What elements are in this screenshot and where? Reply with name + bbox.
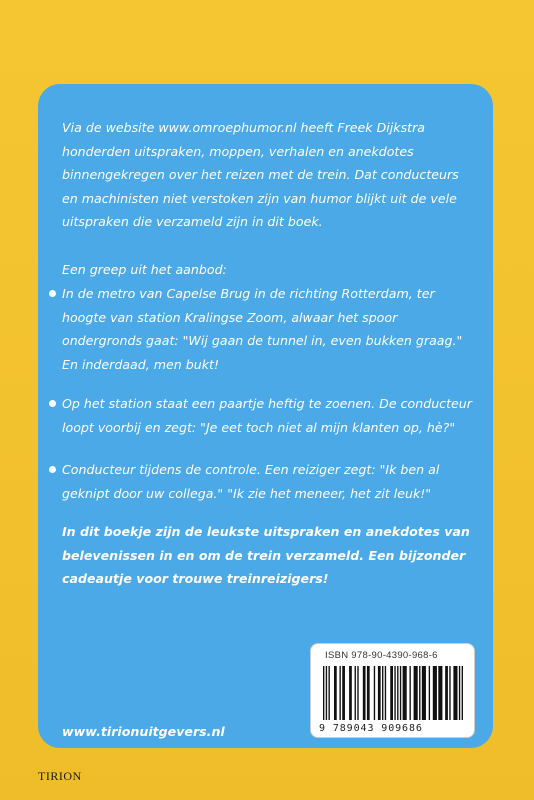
barcode-bar bbox=[414, 666, 418, 720]
barcode-bar bbox=[394, 666, 395, 720]
barcode-label bbox=[310, 643, 475, 738]
barcode-bar bbox=[363, 666, 366, 720]
barcode-bar bbox=[355, 666, 356, 720]
barcode-bar bbox=[385, 666, 386, 720]
barcode-bar bbox=[445, 666, 448, 720]
barcode-bar bbox=[390, 666, 393, 720]
quote-item: Conducteur tijdens de controle. Een reiziger zegt: "Ik ben al geknipt door uw collega." "Ik zie het meneer, het zit leuk!" bbox=[62, 462, 440, 501]
barcode-bar bbox=[409, 666, 410, 720]
barcode-bar bbox=[429, 666, 430, 720]
barcode-bar bbox=[422, 666, 426, 720]
bullet-icon bbox=[49, 290, 56, 297]
barcode-bar bbox=[339, 666, 340, 720]
barcode-bar bbox=[334, 666, 337, 720]
publisher-website: www.tirionuitgevers.nl bbox=[62, 724, 225, 739]
isbn-number: ISBN 978-90-4390-968-6 bbox=[325, 650, 438, 661]
barcode-bar bbox=[326, 666, 327, 720]
quote-item: In de metro van Capelse Brug in de richting Rotterdam, ter hoogte van station Kralingse Zoom, alwaar het spoor ondergronds gaat: "Wij gaan de tunnel in, even bukken graag." En inderdaad, men bukt! bbox=[62, 286, 463, 372]
barcode-bar bbox=[367, 666, 370, 720]
publisher-name: TIRION bbox=[38, 769, 82, 783]
barcode-bar bbox=[433, 666, 437, 720]
barcode-bar bbox=[400, 666, 401, 720]
barcode-bar bbox=[323, 666, 324, 720]
barcode-bar bbox=[453, 666, 457, 720]
barcode-bar bbox=[378, 666, 381, 720]
barcode-bar bbox=[397, 666, 398, 720]
barcode-bar bbox=[357, 666, 358, 720]
barcode-bar bbox=[342, 666, 345, 720]
ean-number: 9 789043 909686 bbox=[319, 723, 423, 734]
intro-paragraph: Via de website www.omroephumor.nl heeft Freek Dijkstra honderden uitspraken, moppen, verhalen en anekdotes binnengekregen over het reizen met de trein. Dat conducteurs en machinisten niet verstoken zijn van humor blijkt uit de vele uitspraken die verzameld zijn in dit boek. bbox=[62, 120, 459, 229]
barcode-bar bbox=[419, 666, 420, 720]
barcode-icon bbox=[321, 666, 466, 722]
bullet-icon bbox=[49, 466, 56, 473]
closing-paragraph: In dit boekje zijn de leukste uitspraken en anekdotes van belevenissen in en om de trein verzameld. Een bijzonder cadeautje voor trouwe treinreizigers! bbox=[62, 524, 470, 586]
barcode-bar bbox=[403, 666, 407, 720]
barcode-bar bbox=[438, 666, 442, 720]
barcode-bar bbox=[449, 666, 450, 720]
barcode-bar bbox=[349, 666, 352, 720]
barcode-bar bbox=[382, 666, 383, 720]
barcode-bar bbox=[328, 666, 329, 720]
barcode-bar bbox=[459, 666, 460, 720]
section-heading: Een greep uit het aanbod: bbox=[62, 262, 227, 277]
barcode-bar bbox=[462, 666, 463, 720]
barcode-bar bbox=[374, 666, 375, 720]
bullet-icon bbox=[49, 400, 56, 407]
quote-item: Op het station staat een paartje heftig te zoenen. De conducteur loopt voorbij en zegt: "Je eet toch niet al mijn klanten op, hè?" bbox=[62, 396, 472, 435]
